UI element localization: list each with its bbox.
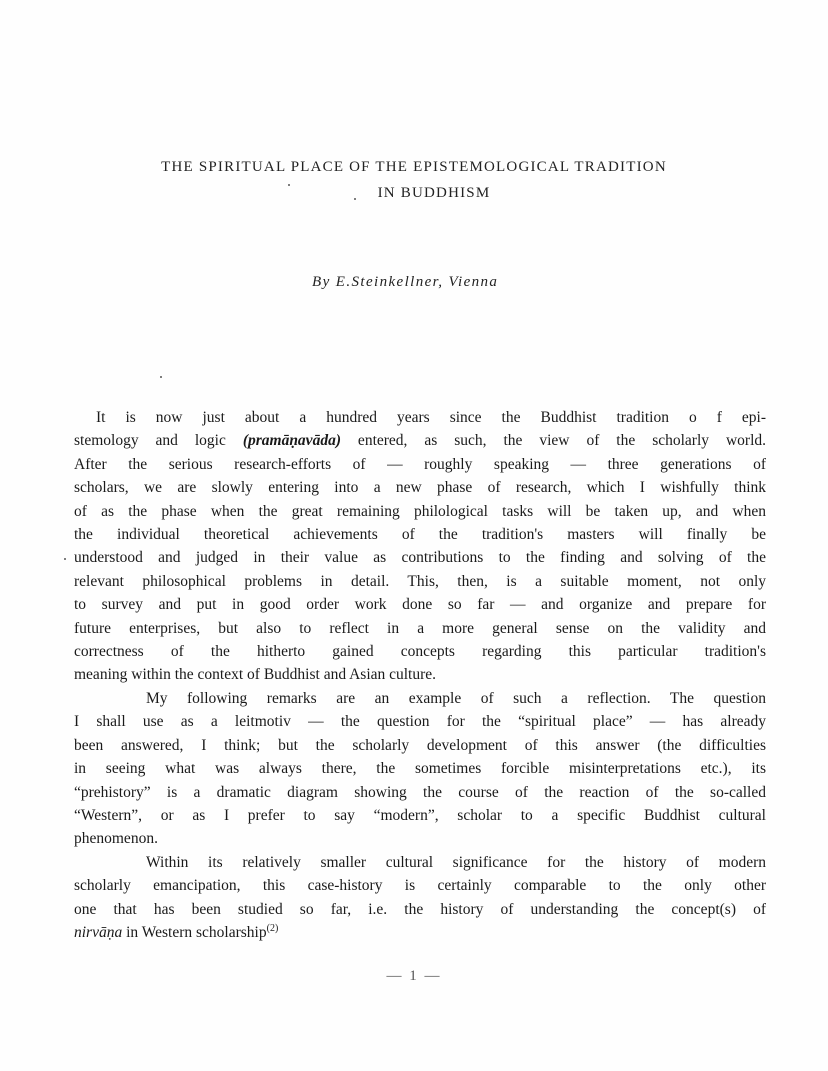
text-line: phenomenon. (74, 830, 158, 848)
scan-speck (288, 184, 290, 186)
text-line: future enterprises, but also to reflect in a more general sense on the validity and (74, 619, 766, 637)
text-line: nirvāṇa in Western scholarship$^{(2)}$ (74, 922, 279, 941)
paper-title (0, 154, 828, 206)
text-line: It is now just about a hundred years since the Buddhist tradition o f epi- (96, 409, 766, 426)
text-line: I shall use as a leitmotiv — the question for the “spiritual place” — has already (74, 713, 766, 731)
scan-speck (64, 558, 66, 560)
text-line: “prehistory” is a dramatic diagram showing the course of the reaction of the so-called (74, 783, 766, 801)
scan-speck (354, 198, 356, 200)
text-line: stemology and logic (pramāṇavāda) entered, as such, the view of the scholarly world. (74, 432, 766, 450)
text-line: scholarly emancipation, this case-history is certainly comparable to the only other (74, 877, 766, 895)
text-line: Within its relatively smaller cultural significance for the history of modern (146, 853, 766, 871)
text-line: scholars, we are slowly entering into a new phase of research, which I wishfully think (74, 479, 766, 497)
text-line: “Western”, or as I prefer to say “modern”, scholar to a specific Buddhist cultural (74, 806, 766, 824)
text-line: correctness of the hitherto gained concepts regarding this particular tradition's (74, 643, 766, 661)
text-line: of as the phase when the great remaining philological tasks will be taken up, and when (74, 502, 766, 520)
text-line: the individual theoretical achievements of the tradition's masters will finally be (74, 526, 766, 544)
text-line: relevant philosophical problems in detail. This, then, is a suitable moment, not only (74, 572, 766, 590)
text-line: one that has been studied so far, i.e. the history of understanding the concept(s) of (74, 900, 766, 918)
paragraph-3 (74, 851, 766, 945)
footnote-marker: (2) (266, 922, 279, 934)
text-line: My following remarks are an example of such a reflection. The question (146, 689, 766, 707)
paragraph-2 (74, 687, 766, 851)
title-line-2: IN BUDDHISM (377, 185, 491, 201)
text-line: understood and judged in their value as contributions to the finding and solving of the (74, 549, 766, 567)
author-byline: By E.Steinkellner, Vienna (312, 274, 499, 290)
text-line: in seeing what was always there, the sometimes forcible misinterpretations etc.), its (74, 760, 766, 778)
term-nirvana: nirvāṇa (74, 923, 123, 941)
text-line: been answered, I think; but the scholarly development of this answer (the difficulties (74, 736, 766, 754)
page-number: — 1 — (386, 968, 442, 984)
title-line-1: THE SPIRITUAL PLACE OF THE EPISTEMOLOGICAL TRADITION (161, 159, 667, 175)
text-line: After the serious research-efforts of — roughly speaking — three generations of (74, 455, 766, 473)
paragraph-1 (74, 406, 766, 687)
term-pramanavada: (pramāṇavāda) (242, 432, 341, 450)
body-text (74, 406, 766, 944)
scan-speck (160, 376, 162, 378)
text-line: to survey and put in good order work done so far — and organize and prepare for (74, 596, 766, 614)
text-line: meaning within the context of Buddhist and Asian culture. (74, 666, 437, 684)
